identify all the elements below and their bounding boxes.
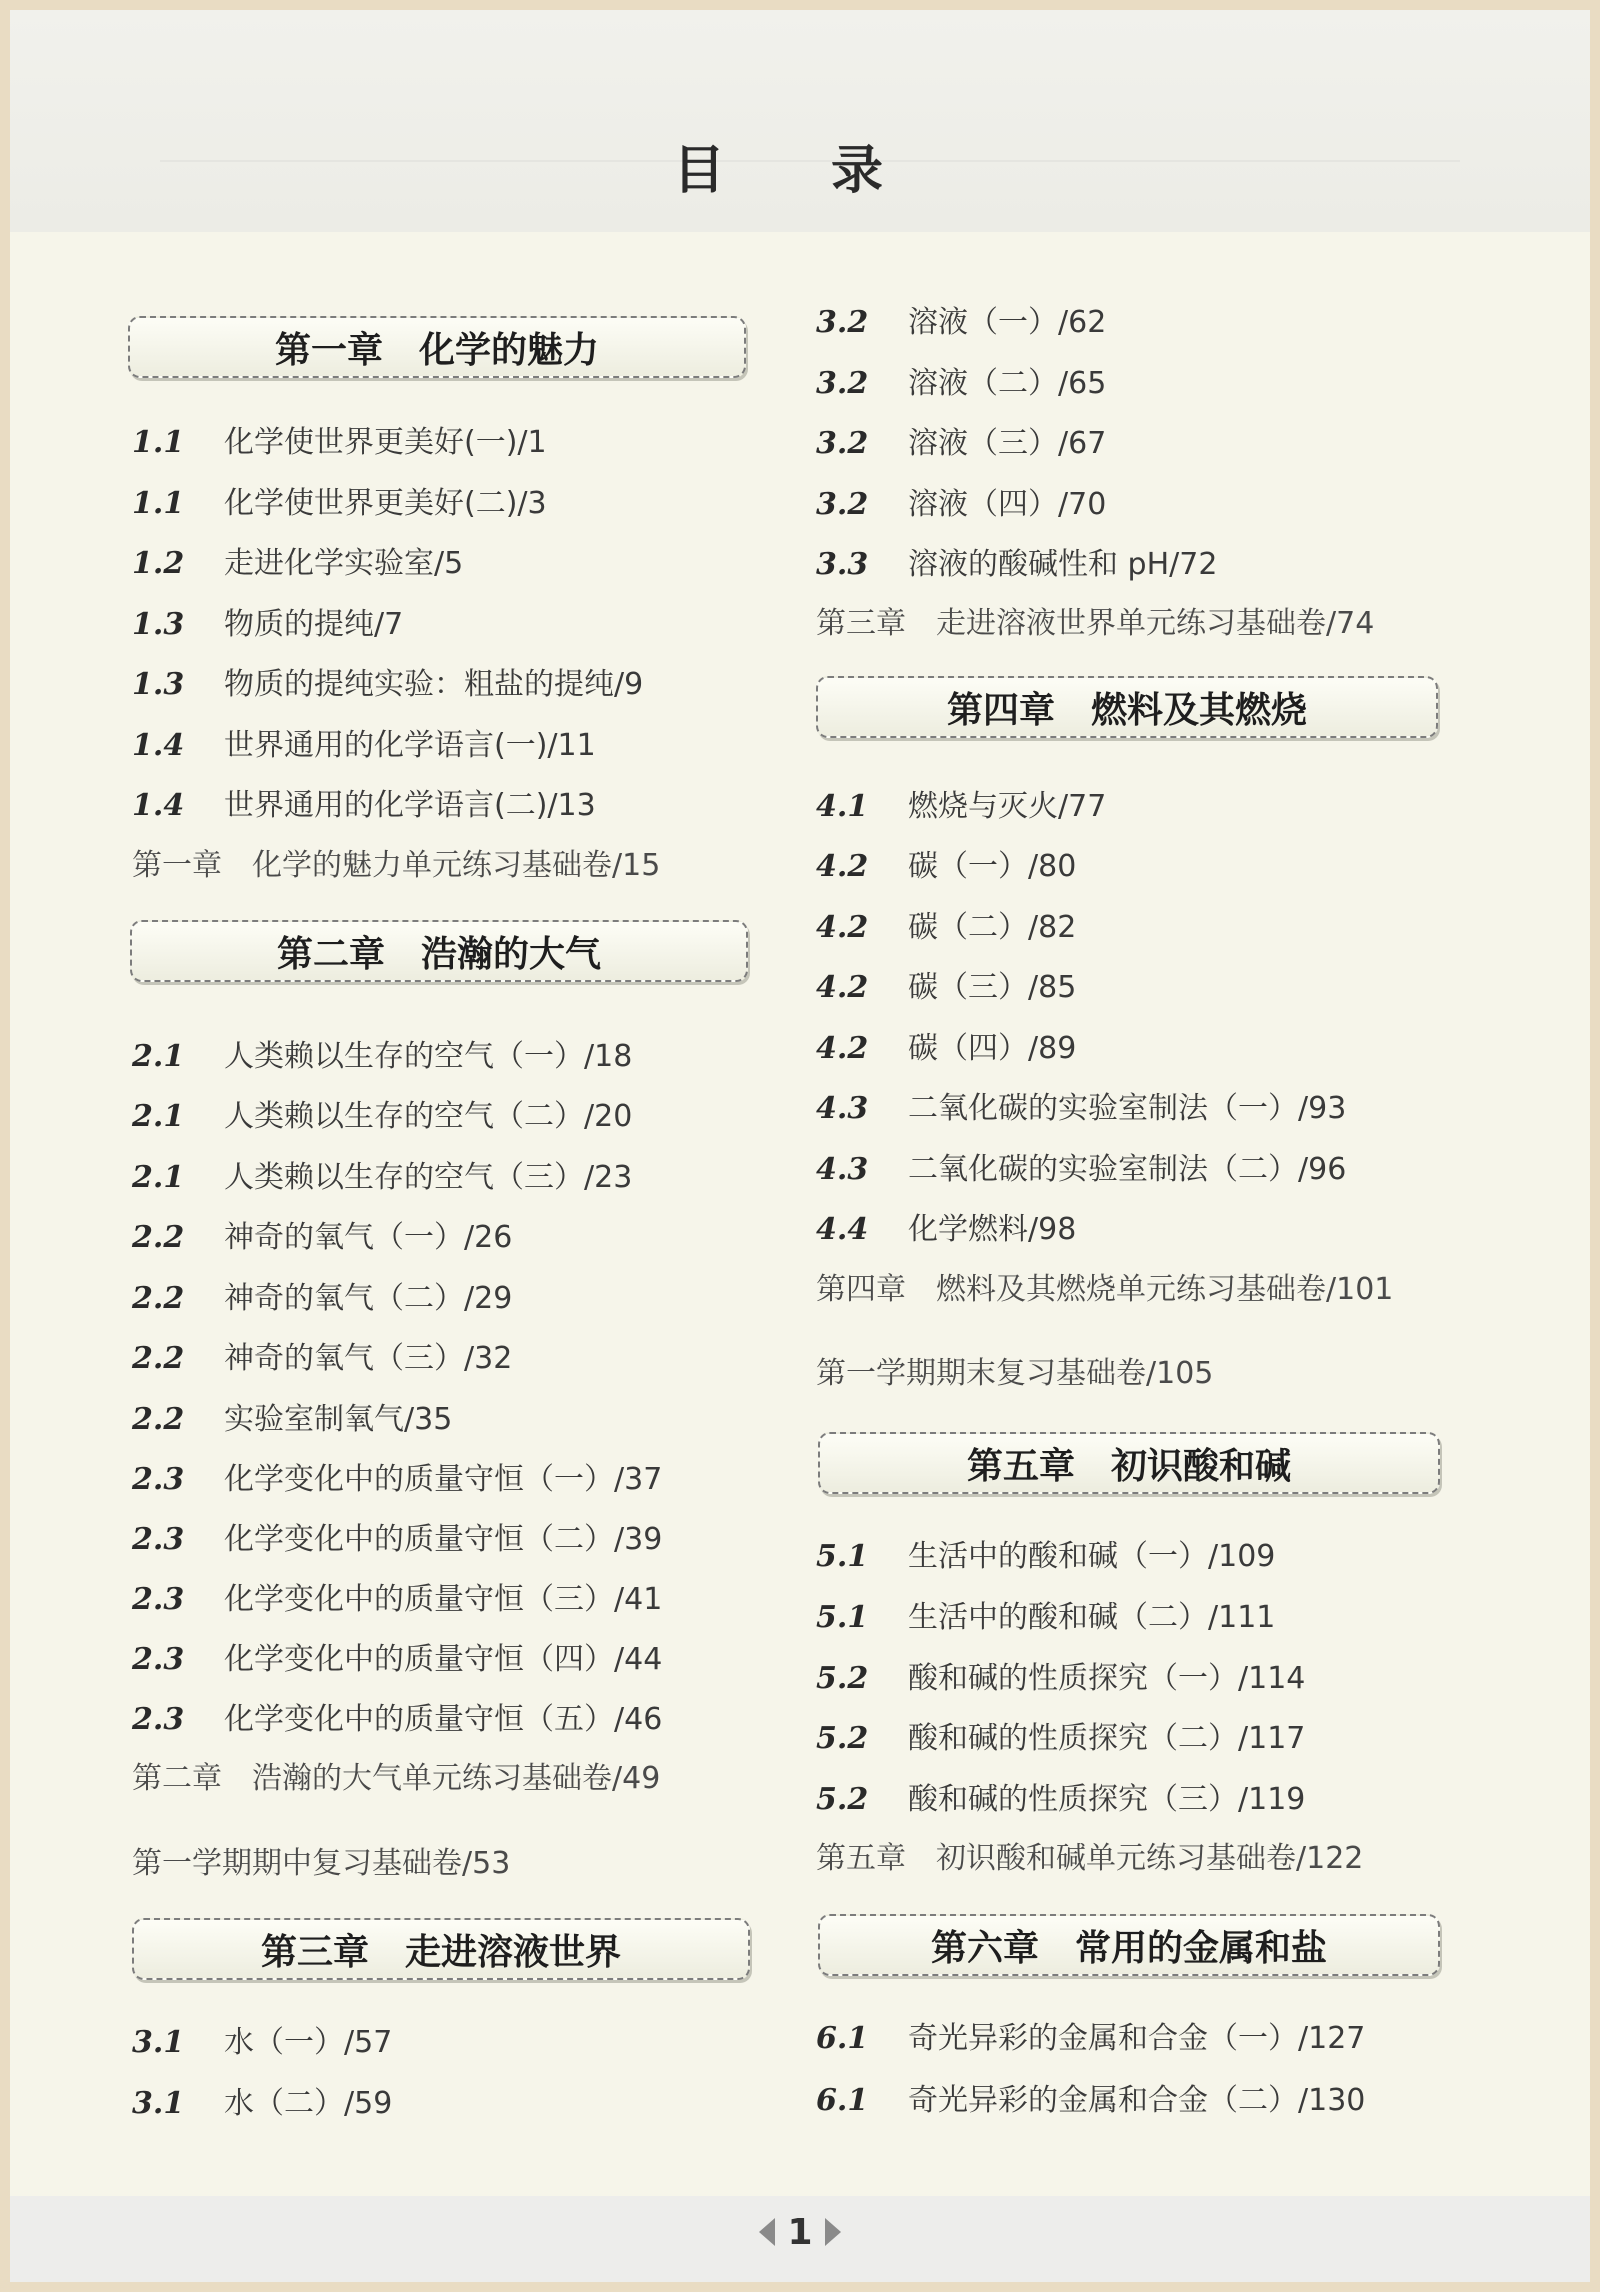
toc-entry[interactable]: 2.1 人类赖以生存的空气（三）/23 bbox=[132, 1160, 633, 1195]
toc-entry[interactable]: 4.3 二氧化碳的实验室制法（二）/96 bbox=[816, 1152, 1347, 1187]
toc-entry[interactable]: 1.4 世界通用的化学语言(一)/11 bbox=[132, 728, 596, 763]
toc-entry[interactable]: 3.2 溶液（一）/62 bbox=[816, 305, 1107, 340]
toc-entry[interactable]: 2.3 化学变化中的质量守恒（二）/39 bbox=[132, 1522, 663, 1557]
chapter-5-summary[interactable]: 第五章 初识酸和碱单元练习基础卷/122 bbox=[816, 1841, 1364, 1876]
toc-entry[interactable]: 4.4 化学燃料/98 bbox=[816, 1212, 1077, 1247]
chapter-2-summary[interactable]: 第二章 浩瀚的大气单元练习基础卷/49 bbox=[132, 1761, 661, 1796]
toc-entry[interactable]: 6.1 奇光异彩的金属和合金（二）/130 bbox=[816, 2083, 1366, 2118]
toc-page bbox=[10, 10, 1590, 2282]
toc-entry[interactable]: 4.3 二氧化碳的实验室制法（一）/93 bbox=[816, 1091, 1347, 1126]
page-title: 目 录 bbox=[672, 141, 928, 201]
chapter-1-heading[interactable]: 第一章 化学的魅力 bbox=[128, 316, 746, 378]
previous-arrow-icon bbox=[759, 2218, 775, 2246]
toc-entry[interactable]: 3.2 溶液（三）/67 bbox=[816, 426, 1107, 461]
toc-entry[interactable]: 2.1 人类赖以生存的空气（二）/20 bbox=[132, 1099, 633, 1134]
toc-entry[interactable]: 3.1 水（一）/57 bbox=[132, 2025, 393, 2060]
toc-entry[interactable]: 1.2 走进化学实验室/5 bbox=[132, 546, 464, 581]
toc-entry[interactable]: 4.2 碳（四）/89 bbox=[816, 1031, 1077, 1066]
toc-entry[interactable]: 3.3 溶液的酸碱性和 pH/72 bbox=[816, 547, 1218, 582]
chapter-4-summary[interactable]: 第四章 燃料及其燃烧单元练习基础卷/101 bbox=[816, 1272, 1394, 1307]
toc-entry[interactable]: 5.2 酸和碱的性质探究（二）/117 bbox=[816, 1721, 1306, 1756]
toc-entry[interactable]: 2.2 神奇的氧气（二）/29 bbox=[132, 1281, 513, 1316]
toc-entry[interactable]: 1.1 化学使世界更美好(一)/1 bbox=[132, 425, 547, 460]
toc-entry[interactable]: 1.1 化学使世界更美好(二)/3 bbox=[132, 486, 547, 521]
chapter-3-heading[interactable]: 第三章 走进溶液世界 bbox=[132, 1918, 750, 1980]
toc-entry[interactable]: 2.2 实验室制氧气/35 bbox=[132, 1402, 453, 1437]
toc-entry[interactable]: 2.3 化学变化中的质量守恒（三）/41 bbox=[132, 1582, 663, 1617]
toc-entry[interactable]: 2.2 神奇的氧气（一）/26 bbox=[132, 1220, 513, 1255]
toc-entry[interactable]: 5.1 生活中的酸和碱（一）/109 bbox=[816, 1539, 1276, 1574]
toc-entry[interactable]: 1.3 物质的提纯/7 bbox=[132, 607, 404, 642]
toc-entry[interactable]: 4.2 碳（三）/85 bbox=[816, 970, 1077, 1005]
chapter-2-heading[interactable]: 第二章 浩瀚的大气 bbox=[130, 920, 748, 982]
final-review[interactable]: 第一学期期末复习基础卷/105 bbox=[816, 1356, 1214, 1391]
midterm-review[interactable]: 第一学期期中复习基础卷/53 bbox=[132, 1846, 511, 1881]
chapter-5-heading[interactable]: 第五章 初识酸和碱 bbox=[818, 1432, 1440, 1494]
chapter-6-heading[interactable]: 第六章 常用的金属和盐 bbox=[818, 1914, 1440, 1976]
toc-entry[interactable]: 4.1 燃烧与灭火/77 bbox=[816, 789, 1107, 824]
toc-entry[interactable]: 1.3 物质的提纯实验：粗盐的提纯/9 bbox=[132, 667, 644, 702]
toc-entry[interactable]: 5.1 生活中的酸和碱（二）/111 bbox=[816, 1600, 1276, 1635]
toc-entry[interactable]: 3.2 溶液（四）/70 bbox=[816, 487, 1107, 522]
chapter-3-summary[interactable]: 第三章 走进溶液世界单元练习基础卷/74 bbox=[816, 606, 1375, 641]
page-number-indicator bbox=[10, 2202, 1590, 2262]
toc-entry[interactable]: 3.1 水（二）/59 bbox=[132, 2086, 393, 2121]
toc-entry[interactable]: 4.2 碳（一）/80 bbox=[816, 849, 1077, 884]
toc-entry[interactable]: 5.2 酸和碱的性质探究（三）/119 bbox=[816, 1782, 1306, 1817]
toc-entry[interactable]: 2.1 人类赖以生存的空气（一）/18 bbox=[132, 1039, 633, 1074]
toc-entry[interactable]: 4.2 碳（二）/82 bbox=[816, 910, 1077, 945]
chapter-1-summary[interactable]: 第一章 化学的魅力单元练习基础卷/15 bbox=[132, 848, 661, 883]
toc-entry[interactable]: 2.2 神奇的氧气（三）/32 bbox=[132, 1341, 513, 1376]
toc-entry[interactable]: 1.4 世界通用的化学语言(二)/13 bbox=[132, 788, 596, 823]
toc-entry[interactable]: 2.3 化学变化中的质量守恒（四）/44 bbox=[132, 1642, 663, 1677]
toc-entry[interactable]: 2.3 化学变化中的质量守恒（一）/37 bbox=[132, 1462, 663, 1497]
chapter-4-heading[interactable]: 第四章 燃料及其燃烧 bbox=[816, 676, 1438, 738]
toc-entry[interactable]: 6.1 奇光异彩的金属和合金（一）/127 bbox=[816, 2021, 1366, 2056]
toc-entry[interactable]: 5.2 酸和碱的性质探究（一）/114 bbox=[816, 1661, 1306, 1696]
toc-entry[interactable]: 3.2 溶液（二）/65 bbox=[816, 366, 1107, 401]
next-arrow-icon bbox=[825, 2218, 841, 2246]
page-number: 1 bbox=[787, 2211, 813, 2253]
toc-entry[interactable]: 2.3 化学变化中的质量守恒（五）/46 bbox=[132, 1702, 663, 1737]
